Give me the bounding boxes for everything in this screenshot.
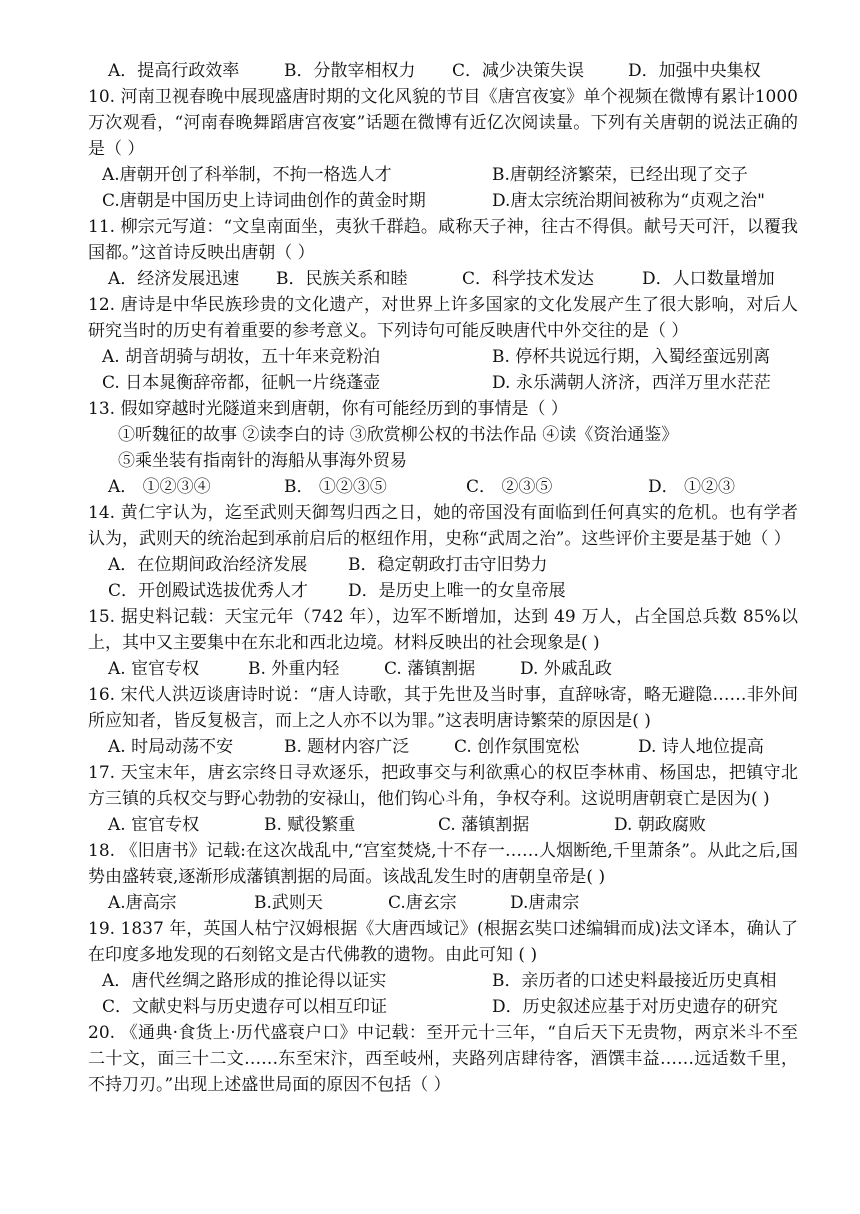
q16-options	[88, 734, 798, 760]
q9-option-d: D．加强中央集权	[628, 61, 761, 81]
q12-option-a: A. 胡音胡骑与胡妆，五十年来竞粉泊	[102, 347, 381, 367]
q19-stem: 19. 1837 年，英国人枯宁汉姆根据《大唐西域记》(根据玄奘口述编辑而成)法文译本，确认了在印度多地发现的石刻铭文是古代佛教的遗物。由此可知 ( )	[88, 919, 798, 965]
q9-option-a: A．提高行政效率	[108, 61, 240, 81]
q11-option-b: B．民族关系和睦	[276, 269, 408, 289]
q18-option-c: C.唐玄宗	[388, 893, 457, 913]
q16-option-d: D. 诗人地位提高	[638, 737, 764, 757]
q17-option-d: D. 朝政腐败	[614, 815, 706, 835]
q14-option-c: C．开创殿试选拔优秀人才	[108, 581, 309, 601]
q14-stem: 14. 黄仁宇认为，迄至武则天御驾归西之日，她的帝国没有面临到任何真实的危机。也有学者认为，武则天的统治起到承前启后的枢纽作用，史称“武周之治”。这些评价主要是基于她（ ）	[88, 503, 798, 549]
q13-option-b: B． ①②③⑤	[284, 477, 387, 497]
q12-options	[88, 344, 798, 396]
q13-items-line1: ①听魏征的故事 ②读李白的诗 ③欣赏柳公权的书法作品 ④读《资治通鉴》	[118, 425, 679, 445]
q13-option-d: D． ①②③	[648, 477, 736, 497]
q18-option-d: D.唐肃宗	[510, 893, 580, 913]
q10-option-c: C.唐朝是中国历史上诗词曲创作的黄金时期	[102, 191, 426, 211]
q19-options	[88, 968, 798, 1020]
q10-options	[88, 162, 798, 214]
q11-option-a: A．经济发展迅速	[108, 269, 240, 289]
q15-option-c: C. 藩镇割据	[384, 659, 476, 679]
q10-option-d: D.唐太宗统治期间被称为“贞观之治"	[492, 191, 765, 211]
q12-option-c: C. 日本晁衡辞帝都，征帆一片绕蓬壶	[102, 373, 381, 393]
q16-option-a: A. 时局动荡不安	[108, 737, 234, 757]
q17-option-a: A. 宦官专权	[108, 815, 200, 835]
q14-option-b: B．稳定朝政打击守旧势力	[348, 555, 548, 575]
q11-stem: 11. 柳宗元写道：“文皇南面坐，夷狄千群趋。咸称天子神，往古不得俱。献号天可汗，以覆我国都。”这首诗反映出唐朝（ ）	[88, 217, 798, 263]
q16-stem: 16. 宋代人洪迈谈唐诗时说：“唐人诗歌，其于先世及当时事，直辞咏寄，略无避隐……非外间所应知者，皆反复极言，而上之人亦不以为罪。”这表明唐诗繁荣的原因是( )	[88, 685, 798, 731]
q14-options-row2	[88, 578, 798, 604]
exam-page	[88, 58, 798, 1098]
q12-option-b: B. 停杯共说远行期，入蜀经蛮远别离	[492, 347, 771, 367]
q18-stem: 18. 《旧唐书》记载:在这次战乱中,“宫室焚烧,十不存一……人烟断绝,千里萧条”。从此之后,国势由盛转衰,逐渐形成藩镇割据的局面。该战乱发生时的唐朝皇帝是( )	[88, 841, 798, 887]
q15-option-a: A. 宦官专权	[108, 659, 200, 679]
q16-option-b: B. 题材内容广泛	[284, 737, 410, 757]
q18-option-a: A.唐高宗	[108, 893, 177, 913]
q19-option-c: C．文献史料与历史遗存可以相互印证	[102, 997, 388, 1017]
q10-option-b: B.唐朝经济繁荣，已经出现了交子	[492, 165, 748, 185]
q9-option-b: B．分散宰相权力	[284, 61, 416, 81]
q14-option-a: A．在位期间政治经济发展	[108, 555, 308, 575]
q18-option-b: B.武则天	[254, 893, 323, 913]
q13-options	[88, 474, 798, 500]
q14-options-row1	[88, 552, 798, 578]
q15-option-b: B. 外重内轻	[248, 659, 340, 679]
q11-options	[88, 266, 798, 292]
q9-option-c: C．减少决策失误	[452, 61, 585, 81]
q13-option-c: C． ②③⑤	[466, 477, 553, 497]
q20-stem: 20. 《通典·食货上·历代盛衰户口》中记载：至开元十三年，“自后天下无贵物，两京米斗不至二十文，面三十二文……东至宋汴，西至岐州，夹路列店肆待客，酒馔丰益……远适数千里，不持刀刃。”出现上述盛世局面的原因不包括（ ）	[88, 1023, 798, 1095]
q13-stem: 13. 假如穿越时光隧道来到唐朝，你有可能经历到的事情是（ ）	[88, 399, 568, 419]
q12-option-d: D. 永乐满朝人济济，西洋万里水茫茫	[492, 373, 771, 393]
q12-stem: 12. 唐诗是中华民族珍贵的文化遗产，对世界上许多国家的文化发展产生了很大影响，对后人研究当时的历史有着重要的参考意义。下列诗句可能反映唐代中外交往的是（ ）	[88, 295, 798, 341]
q13-items-line2: ⑤乘坐装有指南针的海船从事海外贸易	[118, 451, 407, 471]
q15-stem: 15. 据史料记载：天宝元年（742 年），边军不断增加，达到 49 万人，占全国总兵数 85%以上，其中又主要集中在东北和西北边境。材料反映出的社会现象是( )	[88, 607, 798, 653]
q14-option-d: D．是历史上唯一的女皇帝展	[348, 581, 566, 601]
q15-options	[88, 656, 798, 682]
q11-option-d: D．人口数量增加	[642, 269, 775, 289]
q17-option-c: C. 藩镇割据	[438, 815, 530, 835]
q15-option-d: D. 外戚乱政	[520, 659, 612, 679]
q19-option-a: A．唐代丝绸之路形成的推论得以证实	[102, 971, 387, 991]
q11-option-c: C．科学技术发达	[462, 269, 595, 289]
q19-option-b: B．亲历者的口述史料最接近历史真相	[492, 971, 777, 991]
q10-stem: 10. 河南卫视春晚中展现盛唐时期的文化风貌的节目《唐宫夜宴》单个视频在微博有累计1000 万次观看，“河南春晚舞蹈唐宫夜宴”话题在微博有近亿次阅读量。下列有关唐朝的说法正确的是（ ）	[88, 87, 798, 159]
q17-options	[88, 812, 798, 838]
q17-option-b: B. 赋役繁重	[264, 815, 356, 835]
q17-stem: 17. 天宝末年，唐玄宗终日寻欢逐乐，把政事交与利欲熏心的权臣李林甫、杨国忠，把镇守北方三镇的兵权交与野心勃勃的安禄山，他们钩心斗角，争权夺利。这说明唐朝衰亡是因为( )	[88, 763, 798, 809]
q16-option-c: C. 创作氛围宽松	[454, 737, 580, 757]
q19-option-d: D．历史叙述应基于对历史遗存的研究	[492, 997, 778, 1017]
q10-option-a: A.唐朝开创了科举制，不拘一格选人才	[102, 165, 392, 185]
q9-options	[88, 58, 798, 84]
q18-options	[88, 890, 798, 916]
q13-option-a: A． ①②③④	[108, 477, 211, 497]
